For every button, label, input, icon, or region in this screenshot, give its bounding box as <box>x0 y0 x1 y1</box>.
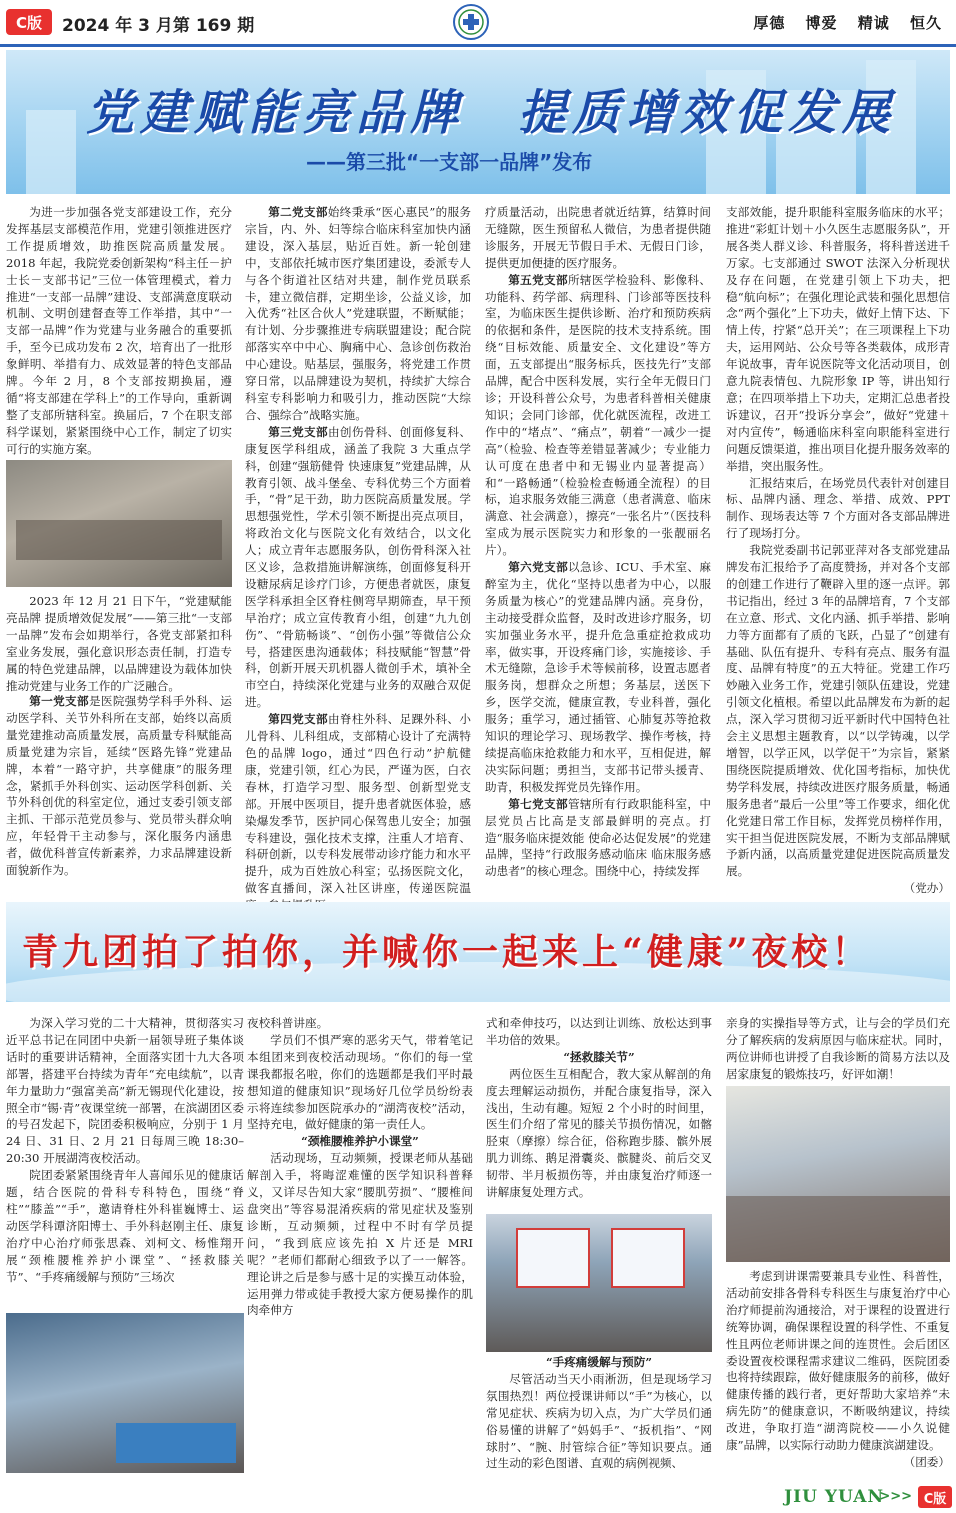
paragraph: 两位医生互相配合，教大家从解剖的角度去理解运动损伤，并配合康复指导，深入浅出，生动有趣。短短 2 个小时的时间里，医生们介绍了常见的膝关节损伤情况，如髂胫束（摩擦）综合征，俗称跑步膝、髌外展肌力训练、鹅足滑囊炎、髌腱炎、前后交叉韧带、半月板损伤等，并由康复治疗师逐一讲解康复处理方式。 <box>486 1066 712 1200</box>
article-subtitle: ——第三批“一支部一品牌”发布 <box>306 150 593 174</box>
section-heading: “手疼痛缓解与预防” <box>545 1355 653 1369</box>
paragraph: 尽管活动当天小雨淅沥，但是现场学习氛围热烈！两位授课讲师以“手”为核心，以常见症状、疾病为切入点，为广大学员们通俗易懂的讲解了“妈妈手”、“扳机指”、“网球肘”、“腕、肘管综合征”等知识要点。通过生动的彩色图谱、直观的病例视频、 <box>486 1371 712 1471</box>
paragraph: 亲身的实操指导等方式，让与会的学员们充分了解疾病的发病原因与临床症状。同时，两位讲师也讲授了自我诊断的简易方法以及居家康复的锻炼技巧，好评如潮！ <box>726 1016 950 1081</box>
section-heading: “拯救膝关节” <box>563 1049 635 1064</box>
paragraph: 疗质量活动，出院患者就近结算，结算时间无缝隙，医生预留私人微信，为患者提供随诊服务，开展无节假日手术、无假日门诊，提供更加便捷的医疗服务。 <box>485 205 711 270</box>
hospital-motto: 厚德 博爱 精诚 恒久 <box>753 14 942 32</box>
article-column <box>726 204 950 896</box>
page-header <box>0 0 956 44</box>
article-column <box>6 593 232 693</box>
article-signature: （团委） <box>903 1454 950 1469</box>
paragraph: 由创伤骨科、创面修复科、康复医学科组成，涵盖了我院 3 大重点学科，创建“强筋健骨 快速康复”党建品牌，从教育引领、战斗堡垒、专科优势三个方面着手，“骨”足干劲，助力医院高质量发展。学思想强党性，学术引领不断提出亮点项目，将政治文化与医院文化有效结合，以文化人；成立青年志愿服务队，创伤骨科深入社区义诊，急救措施讲解演练，创面修复科开设糖尿病足诊疗门诊，方便患者就医，康复医学科承担全区脊柱侧弯早期筛查，早干预早治疗；成立宣传教育小组，创建“九九创伤”、“骨筋畅谈”、“创伤小强”等微信公众号，搭建医患沟通载体；科技赋能“智慧”骨科，创新开展天玑机器人微创手术，填补全市空白，持续深化党建与业务的双融合双促进。 <box>245 424 471 710</box>
paragraph: 始终秉承“医心惠民”的服务宗旨，内、外、妇等综合临床科室加快内涵建设，深入基层，贴近百姓。新一轮创建中，支部依托城市医疗集团建设，委派专人与各个街道社区结对共建，制作党员联系卡，建立微信群，定期坐诊，公益义诊，加入优秀“社区合伙人”党建联盟，不断赋能；有计划、分步骤推进专病联盟建设；配合院部落实卒中中心、胸痛中心、急诊创伤救治中心建设。贴基层，强服务，将党建工作贯穿日常，以品牌建设为契机，持续扩大综合科室专科影响力和吸引力，推动医院“大综合、强综合”战略实施。 <box>245 205 471 422</box>
paragraph: 支部效能，提升职能科室服务临床的水平；推进“彩虹计划＋小久医生志愿服务队”，开展各类人群义诊、科普服务，将科普送进千万家。七支部通过 SWOT 法深入分析现状及存在问题，在党建引领上下功夫，把稳“航向标”；在强化理论武装和强化思想信念“两个强化”上下功夫，做好上情下达、下情上传，拧紧“总开关”；在三项课程上下功夫，运用网站、公众号等各类载体，成形青年说故事，青年说医院等文化活动项目，创意九院表情包、九院形象 IP 等，讲出知行意；在四项举措上下功夫，定期汇总患者投诉建议，召开“投诉分享会”，做好“党建＋对内宣传”，畅通临床科室向职能科室进行问题反馈渠道，推出项目化提升服务效率的举措，突出服务性。 <box>726 205 950 473</box>
article-column <box>245 204 471 896</box>
branch-name: 第二党支部 <box>268 205 328 219</box>
audience <box>726 1196 950 1262</box>
event-banner <box>116 1423 236 1463</box>
paragraph: 2023 年 12 月 21 日下午，“党建赋能亮品牌 提质增效促发展”——第三批“一支部一品牌”发布会如期举行，各党支部紧扣科室业务发展，强化意识形态责任制，打造专属的特色党建品牌，以品牌建设为载体加快推动党建与业务工作的广泛融合。 <box>6 594 232 693</box>
section-heading: “颈椎腰椎养护小课堂” <box>301 1134 419 1149</box>
paragraph: 是医院强势学科手外科、运动医学科、关节外科所在支部，始终以高质量党建推动高质量发展，高质量专科赋能高质量党建为宗旨，延续“医路先锋”党建品牌，本着“一路守护，共享健康”的服务理念，紧抓手外科创实、运动医学科创新、关节外科创优的科室定位，通过支委引领支部主抓、干部示范党员参与、党员带头群众响应，年轻骨干主动参与，深化服务内涵患者，做优科普宣传新素养，力求品牌建设新面貌新作为。 <box>6 694 232 878</box>
branch-name: 第五党支部 <box>508 272 568 287</box>
branch-name: 第六党支部 <box>508 560 569 575</box>
article-column <box>6 204 232 460</box>
paragraph: 活动现场，互动频频，授课老师从基础解剖入手，将晦涩难懂的医学知识科普释义，又详尽告知大家“腰肌劳损”、“腰椎间盘突出”等容易混淆疾病的常见症状及鉴别诊断，互动频频，过程中不时有学员提问，“我到底应该先拍 X 片还是 MRI 呢？”老师们都耐心细致予以了一一解答。理论讲之后是参与感十足的实操互动体验，运用弹力带或徒手教授大家方便易操作的肌肉牵伸方 <box>247 1151 473 1318</box>
article-column <box>6 693 232 883</box>
paragraph: 为深入学习党的二十大精神，贯彻落实习近平总书记在同团中央新一届领导班子集体谈话时的重要讲话精神，全面落实团十九大各项部署，搭建平台持续为青年“充电续航”，以青年力量助力“强富美高”新无锡现代化建设，按照全市“锡·青”夜课堂统一部署，在滨湖团区委的号召发起下，院团委积极响应，分别于 1 月 24 日、31 日、2 月 21 日每周三晚 18:30–20:30 开展湖湾夜校活动。 <box>6 1016 244 1166</box>
article-column <box>726 1268 950 1478</box>
building-silhouette <box>26 110 76 194</box>
header-rule <box>0 44 956 47</box>
lecture-photo <box>486 1214 712 1352</box>
chevron-right-icon: >>> <box>879 1489 912 1504</box>
group-photo <box>726 1086 950 1262</box>
presentation-screen <box>611 1228 685 1288</box>
paragraph: 夜校科普讲座。 <box>247 1016 329 1030</box>
issue-date: 2024 年 3 月第 169 期 <box>62 16 255 36</box>
article-column <box>486 1015 712 1215</box>
paragraph: 为进一步加强各党支部建设工作，充分发挥基层支部模范作用，党建引领推进医疗工作提质增效，助推医院高质量发展。2018 年起，我院党委创新架构“科主任－护士长－支部书记”三位一体管理模式，着力推进“一支部一品牌”建设、支部满意度联动机制、文明创建督查等工作举措，其中“一支部一品牌”作为党建与业务融合的重要抓手，至今已成功发布 2 次，培育出了一批形象鲜明、举措有力、成效显著的特色支部品牌。今年 2 月，8 个支部按期换届，遵循“将支部建在学科上”的工作导向，重新调整了支部所辖科室。换届后，7 个在职支部科学谋划，紧紧围绕中心工作，制定了切实可行的实施方案。 <box>6 205 232 456</box>
article-column <box>6 1015 244 1305</box>
branch-name: 第一党支部 <box>29 694 89 708</box>
paragraph: 由脊柱外科、足踝外科、小儿骨科、儿科组成，支部精心设计了充满特色的品牌 logo，通过“四色行动”护航健康，党建引领，红心为民，严谨为医，白衣春林，打造学习型、服务型、创新型党支部。开展中医项目，提升患者就医体验，感染爆发季节，医护同心保驾患儿安全；加强专科建设，强化技术支撑，注重人才培育、科研创新，以专科发展带动诊疗能力和水平提升，成为百姓放心科室；弘扬医院文化，做客直播间，深入社区讲座，传递医院温 <box>245 712 471 896</box>
article-column <box>247 1015 473 1475</box>
section-badge: C版 <box>918 1486 952 1508</box>
paragraph: 汇报结束后，在场党员代表针对创建目标、品牌内涵、理念、举措、成效、PPT 制作、现场表达等 7 个方面对各支部品牌进行了现场打分。 <box>726 475 950 541</box>
presentation-screen <box>516 1228 590 1288</box>
paragraph: 所辖医学检验科、影像科、功能科、药学部、病理科、门诊部等医技科室，为临床医生提供诊断、治疗和预防疾病的依据和条件，是医院的技术支持系统。围绕“目标效能、质量安全、文化建设”等方面，五支部提出“服务标兵，医技先行”支部品牌，配合中医科发展，实行全年无假日门诊；开设科普公众号，为患者科普相关健康知识；会同门诊部，优化就医流程，改进工作中的“堵点”、“痛点”，朝着“一减少一提高”（检验、检查等差错显著减少；专业能力认可度在患者中和无锡业内显著提高）和“一路畅通”（检验检查畅通全流程）的目标，追求服务效能三满意（患者满意、临床满意、社会满意），擦亮“一张名片”（医技科室成为展示医院实力和形象的一张靓丽名片）。 <box>485 272 711 558</box>
article-signature: （党办） <box>903 881 950 896</box>
article-banner <box>6 50 950 194</box>
paragraph: 以急诊、ICU、手术室、麻醉室为主，优化“坚持以患者为中心，以服务质量为核心”的党建品牌内涵。亮身份，主动接受群众监督，及时改进诊疗服务，切实加强业务水平，提升危急重症抢救成功率，做实事，开设疼痛门诊，实施接诊、手术无缝隙，急诊手术等候前移，设置志愿者服务岗，想群众之所想；务基层，送医下乡，医学交流，健康宣教，专业科普，强化服务；重学习，通过插管、心肺复苏等抢救知识的理论学习、现场教学、操作考核，持续提高临床抢救能力和水平，互相促进，解决实际问题；勇担当，支部书记带头援青、助青，积极发挥党员先锋作用。 <box>485 560 711 794</box>
footer-brand: JIU YUAN <box>784 1487 884 1507</box>
conference-table <box>16 520 222 560</box>
branch-name: 第四党支部 <box>268 712 328 727</box>
section-badge: C版 <box>6 9 52 35</box>
paragraph: 式和牵伸技巧，以达到让训练、放松达到事半功倍的效果。 <box>486 1016 712 1047</box>
article-column <box>486 1354 712 1476</box>
meeting-photo <box>6 460 232 587</box>
paragraph: 院团委紧紧围绕青年人喜闻乐见的健康话题，结合医院的骨科专科特色，围绕“脊柱”“膝盖”“手”，邀请脊柱外科崔巍博士、运动医学科谭济阳博士、手外科赵刚主任、康复治疗中心治疗师张思森、刘柯文、杨惟翔开展“颈椎腰椎养护小课堂”、“拯救膝关节”、“手疼痛缓解与预防”三场次 <box>6 1168 244 1284</box>
hospital-emblem-icon <box>448 3 494 41</box>
paragraph: 我院党委副书记郭亚萍对各支部党建品牌发布汇报给予了高度赞扬，并对各个支部的创建工作进行了鞭辟入里的逐一点评。郭书记指出，经过 3 年的品牌培育，7 个支部在立意、形式、文化内涵、抓手举措、影响力等方面都有了质的飞跃，凸显了“创建有基础、队伍有提升、专科有亮点、服务有温度、品牌有特度”的五大特征。党建工作巧妙融入业务工作，党建引领队伍建设，党建引领文化植根。希望以此品牌发布为新的起点，深入学习贯彻习近平新时代中国特色社会主义思想主题教育，以“以学铸魂，以学增智，以学正风，以学促干”为宗旨，紧紧围绕医院提质增效、优化国考指标，加快优势学科发展，持续改进医疗服务质量，畅通服务患者“最后一公里”等工作要求，细化优化党建日常工作目标，发挥党员榜样作用，实干担当促进医院发展，不断为支部品牌赋予新内涵，以高质量党建促进医院高质量发展。 <box>726 543 950 879</box>
article-title: 青九团拍了拍你，并喊你一起来上“健康”夜校！ <box>22 931 872 973</box>
article-banner <box>6 902 950 1002</box>
paragraph: 管辖所有行政职能科室，中层党员占比高是支部最鲜明的亮点。打造“服务临床提效能 使命必达促发展”的党建品牌，坚持“行政服务感动临床 临床服务感动患者”的核心理念。围绕中心，持续发挥 <box>485 796 711 879</box>
paragraph: 学员们不惧严寒的恶劣天气，带着笔记本组团来到夜校活动现场。“你们的每一堂课我都报名啦，你们的选题都是我们平时最想知道的健康知识”现场好几位学员纷纷表示将连续参加医院承办的“湖湾夜校”活动，坚持充电，做好健康的第一责任人。 <box>247 1032 473 1132</box>
branch-name: 第三党支部 <box>268 424 328 439</box>
article-column <box>485 204 711 884</box>
branch-name: 第七党支部 <box>508 796 568 811</box>
event-photo <box>6 1313 244 1473</box>
article-title: 党建赋能亮品牌 提质增效促发展 <box>86 85 897 141</box>
paragraph: 考虑到讲课需要兼具专业性、科普性，活动前安排各骨科专科医生与康复治疗中心治疗师提前沟通接洽，对于课程的设置进行统筹协调，确保课程设置的科学性、不重复性且两位老师讲课之间的连贯性。会后团区委设置夜校课程需求建议二维码，医院团委也将持续跟踪，做好健康服务的前移，做好健康传播的践行者，更好帮助大家培养“未病先防”的健康意识，不断吸纳建议，持续改进，争取打造“湖湾院校——小久说健康”品牌，以实际行动助力健康滨湖建设。 <box>726 1269 950 1453</box>
article-column <box>726 1015 950 1083</box>
